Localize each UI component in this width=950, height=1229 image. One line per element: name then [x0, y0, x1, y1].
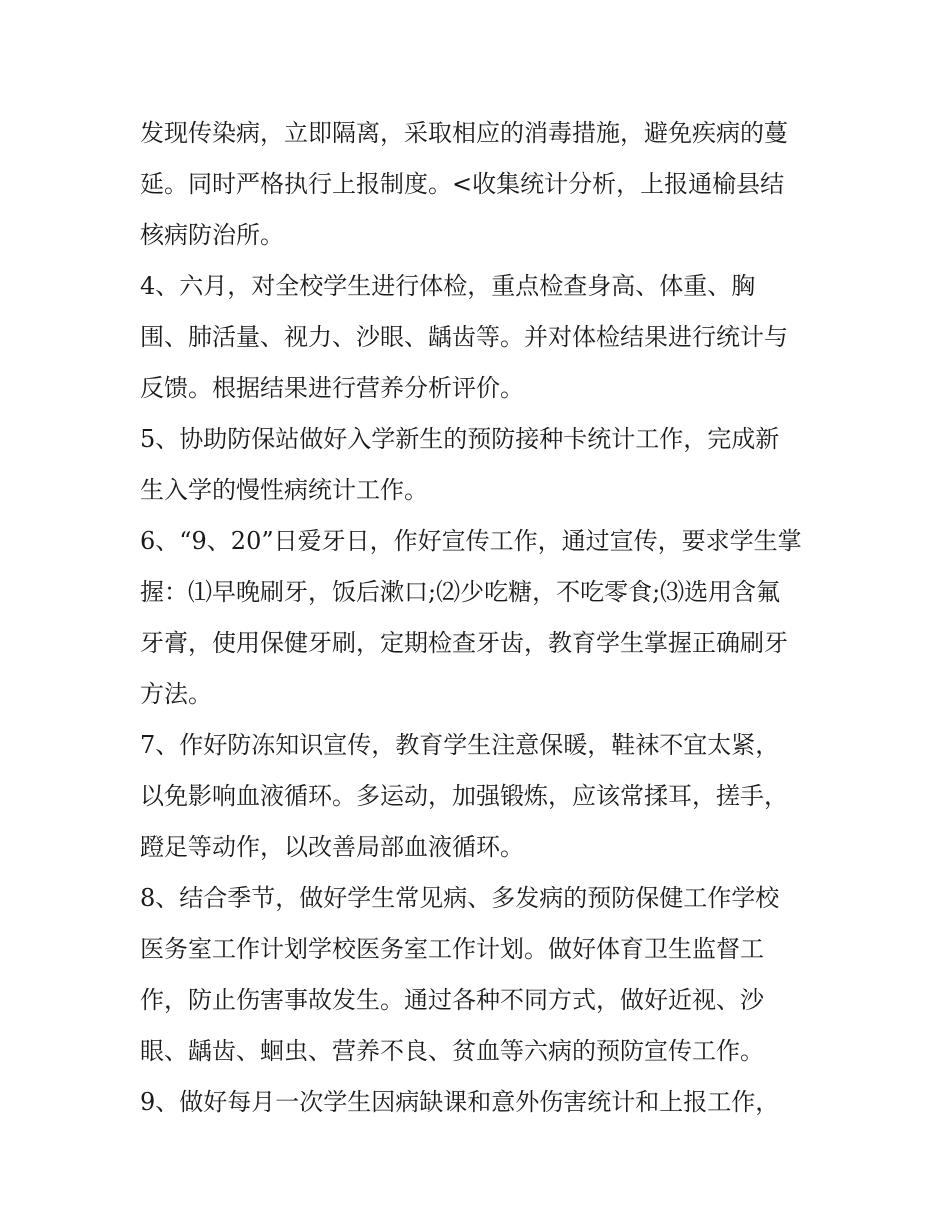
text-line: 生入学的慢性病统计工作。 — [140, 476, 428, 504]
text-line: 医务室工作计划学校医务室工作计划。做好体育卫生监督工 — [140, 935, 764, 963]
text-line: 方法。 — [140, 680, 212, 708]
text-line: 4、六月，对全校学生进行体检，重点检查身高、体重、胸 — [140, 272, 756, 300]
text-line: 作，防止伤害事故发生。通过各种不同方式，做好近视、沙 — [140, 986, 764, 1014]
text-line: 握：⑴早晚刷牙，饭后漱口;⑵少吃糖，不吃零食;⑶选用含氟 — [140, 578, 781, 606]
text-line: 围、肺活量、视力、沙眼、龋齿等。并对体检结果进行统计与 — [140, 323, 788, 351]
text-line: 6、“9、20”日爱牙日，作好宣传工作，通过宣传，要求学生掌 — [140, 527, 802, 555]
text-line: 蹬足等动作，以改善局部血液循环。 — [140, 833, 524, 861]
text-line: 眼、龋齿、蛔虫、营养不良、贫血等六病的预防宣传工作。 — [140, 1037, 764, 1065]
text-line: 牙膏，使用保健牙刷，定期检查牙齿，教育学生掌握正确刷牙 — [140, 629, 788, 657]
document-body — [140, 108, 820, 1128]
text-line: 8、结合季节，做好学生常见病、多发病的预防保健工作学校 — [140, 884, 780, 912]
text-line: 9、做好每月一次学生因病缺课和意外伤害统计和上报工作， — [140, 1088, 780, 1116]
text-line: 发现传染病，立即隔离，采取相应的消毒措施，避免疾病的蔓 — [140, 119, 788, 147]
text-line: 以免影响血液循环。多运动，加强锻炼，应该常揉耳，搓手， — [140, 782, 788, 810]
text-line: 反馈。根据结果进行营养分析评价。 — [140, 374, 524, 402]
text-line: 7、作好防冻知识宣传，教育学生注意保暖，鞋袜不宜太紧， — [140, 731, 780, 759]
text-line: 延。同时严格执行上报制度。<收集统计分析，上报通榆县结 — [140, 170, 785, 198]
text-line: 核病防治所。 — [140, 221, 284, 249]
text-line: 5、协助防保站做好入学新生的预防接种卡统计工作，完成新 — [140, 425, 780, 453]
